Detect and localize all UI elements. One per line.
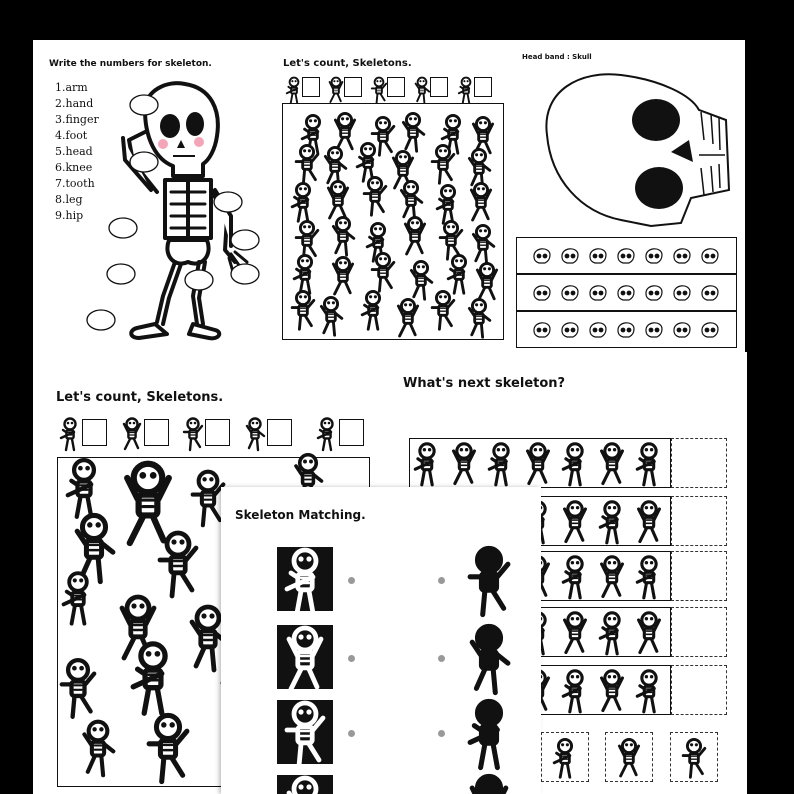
count-answer-box[interactable] (339, 419, 364, 446)
mini-skull (702, 286, 718, 300)
mini-skull (674, 249, 690, 263)
skeleton-illustration (33, 40, 275, 352)
skeleton-figure (563, 557, 582, 598)
skeleton-figure (292, 291, 314, 329)
skeleton-figure (149, 715, 187, 781)
count-answer-box[interactable] (82, 419, 107, 446)
skeleton-figure (325, 147, 345, 185)
count-answer-box[interactable] (302, 77, 320, 97)
skeleton-figure (565, 502, 586, 542)
skeleton-figure (160, 533, 196, 596)
part-item: 1.arm (55, 81, 88, 94)
skeleton-figure (335, 113, 354, 150)
skeleton-figure (287, 550, 316, 613)
skeleton-figure (77, 515, 113, 581)
skeleton-figure (403, 113, 423, 151)
mini-skull (590, 286, 606, 300)
mini-skull (646, 249, 662, 263)
sheet-label-skeleton (33, 40, 275, 352)
skeleton-figure (437, 185, 454, 223)
white-skeleton (277, 625, 333, 689)
choice-skeleton (605, 732, 653, 782)
next-answer-box[interactable] (671, 665, 727, 715)
skeleton-figure (619, 739, 638, 776)
count-answer-box[interactable] (205, 419, 230, 446)
skeleton-figure (489, 444, 508, 485)
skeleton-figure (292, 183, 309, 221)
skeleton-figure (563, 444, 582, 485)
black-skeleton (459, 700, 519, 764)
sheet-count-small (275, 40, 511, 352)
part-item: 5.head (55, 145, 93, 158)
mini-skulls (511, 40, 745, 352)
sheet-matching (221, 487, 541, 794)
mini-skull (590, 323, 606, 337)
mini-skull (534, 286, 550, 300)
skeleton-figure (193, 472, 224, 526)
skeleton-figure (602, 671, 623, 711)
skeleton-figure (469, 149, 489, 187)
skeleton-figure (432, 145, 454, 183)
match-dot-right[interactable] (438, 577, 445, 584)
skeleton-figure (637, 671, 656, 712)
sheet-title: Write the numbers for skeleton. (49, 59, 212, 69)
key-skeleton (315, 416, 341, 448)
part-item: 8.leg (55, 193, 83, 206)
count-area (282, 103, 504, 340)
skeleton-figure (602, 444, 623, 484)
next-answer-box[interactable] (671, 551, 727, 601)
black-skeleton (459, 625, 519, 689)
skeleton-figure (362, 291, 379, 329)
next-answer-box[interactable] (671, 496, 727, 546)
skeleton-figure (470, 548, 508, 614)
sheet-title: What's next skeleton? (403, 376, 566, 391)
mini-skull (534, 323, 550, 337)
mini-skull (618, 286, 634, 300)
part-item: 4.foot (55, 129, 88, 142)
skeleton-figure (683, 739, 705, 777)
sheet-title: Head band : Skull (522, 53, 592, 61)
sheet-title: Let's count, Skeletons. (56, 390, 224, 405)
choice-skeleton (541, 732, 589, 782)
skeleton-figure (473, 225, 493, 263)
black-skeleton (459, 775, 519, 794)
skeleton-figure (554, 739, 571, 777)
mini-skull (646, 286, 662, 300)
count-answer-box[interactable] (430, 77, 448, 97)
mini-skull (702, 249, 718, 263)
skeleton-figure (472, 626, 508, 692)
skeleton-figure (639, 613, 660, 653)
sequence-skeletons (409, 438, 671, 488)
skeleton-figure (600, 613, 619, 654)
match-dot-left[interactable] (348, 655, 355, 662)
skeleton-figure (471, 183, 490, 220)
mini-skull (562, 249, 578, 263)
white-skeleton (277, 775, 333, 794)
skeleton-figure (84, 722, 113, 776)
skeleton-figure (602, 557, 623, 597)
count-answer-box[interactable] (474, 77, 492, 97)
skeleton-figure (364, 177, 386, 215)
skeleton-figure (328, 181, 347, 218)
skeleton-figure (333, 257, 352, 294)
mini-skull (562, 286, 578, 300)
skeleton-figure (565, 613, 586, 653)
skeleton-figure (563, 671, 582, 712)
count-answer-box[interactable] (387, 77, 405, 97)
skeleton-figure (639, 502, 660, 542)
skeleton-figure (454, 444, 475, 484)
count-answer-box[interactable] (267, 419, 292, 446)
black-skeleton (459, 547, 519, 611)
skeleton-figure (411, 261, 431, 299)
skeleton-figure (637, 444, 656, 485)
skeleton-figure (469, 299, 489, 337)
next-answer-box[interactable] (671, 438, 727, 488)
match-dot-left[interactable] (348, 730, 355, 737)
skeleton-figure (296, 145, 318, 183)
count-answer-box[interactable] (344, 77, 362, 97)
skeleton-figure (321, 297, 341, 335)
part-item: 2.hand (55, 97, 94, 110)
count-answer-box[interactable] (144, 419, 169, 446)
mini-skull (562, 323, 578, 337)
mini-skull (534, 249, 550, 263)
skeleton-figure (133, 644, 165, 713)
sheet-headband (511, 40, 745, 352)
skeleton-figure (333, 217, 353, 255)
skeleton-figure (296, 221, 318, 259)
skeleton-figure (127, 464, 169, 543)
skeleton-figure (470, 701, 500, 767)
match-dot-right[interactable] (438, 655, 445, 662)
skeleton-figure (62, 660, 94, 717)
sheet-title: Skeleton Matching. (235, 508, 366, 522)
skeleton-figure (528, 444, 549, 484)
choice-skeleton (670, 732, 718, 782)
next-answer-box[interactable] (671, 607, 727, 657)
part-item: 9.hip (55, 209, 84, 222)
skeleton-figure (472, 776, 506, 794)
skeleton-figure (637, 557, 656, 598)
mini-skull (618, 249, 634, 263)
mini-skull (590, 249, 606, 263)
skeleton-figure (357, 143, 374, 181)
skeleton-figure (64, 573, 87, 623)
mini-skull (674, 323, 690, 337)
skeleton-figure (68, 460, 94, 517)
skeleton-figure (401, 181, 421, 219)
skeleton-figure (289, 778, 323, 794)
part-item: 3.finger (55, 113, 99, 126)
key-skeleton (120, 416, 146, 448)
part-item: 7.tooth (55, 177, 95, 190)
mini-skull (674, 286, 690, 300)
skeleton-figure (477, 263, 496, 300)
match-dot-right[interactable] (438, 730, 445, 737)
skeleton-figure (440, 221, 462, 259)
key-skeleton (181, 416, 207, 448)
mini-skull (646, 323, 662, 337)
skeleton-scatter (283, 104, 505, 341)
mini-skull (702, 323, 718, 337)
skeleton-figure (600, 502, 619, 543)
white-skeleton (277, 700, 333, 764)
key-skeleton (58, 416, 84, 448)
skeleton-figure (415, 444, 434, 485)
skeleton-figure (372, 253, 394, 291)
skeleton-figure (287, 703, 323, 766)
skeleton-figure (398, 299, 417, 336)
match-dot-left[interactable] (348, 577, 355, 584)
white-skeleton (277, 547, 333, 611)
skeleton-figure (294, 255, 311, 293)
part-item: 6.knee (55, 161, 93, 174)
sheet-title: Let's count, Skeletons. (283, 58, 412, 69)
key-skeleton (243, 416, 269, 448)
skeleton-figure (405, 217, 424, 254)
skeleton-figure (432, 291, 454, 329)
skeleton-figure (289, 628, 321, 689)
mini-skull (618, 323, 634, 337)
skeleton-figure (448, 255, 465, 293)
